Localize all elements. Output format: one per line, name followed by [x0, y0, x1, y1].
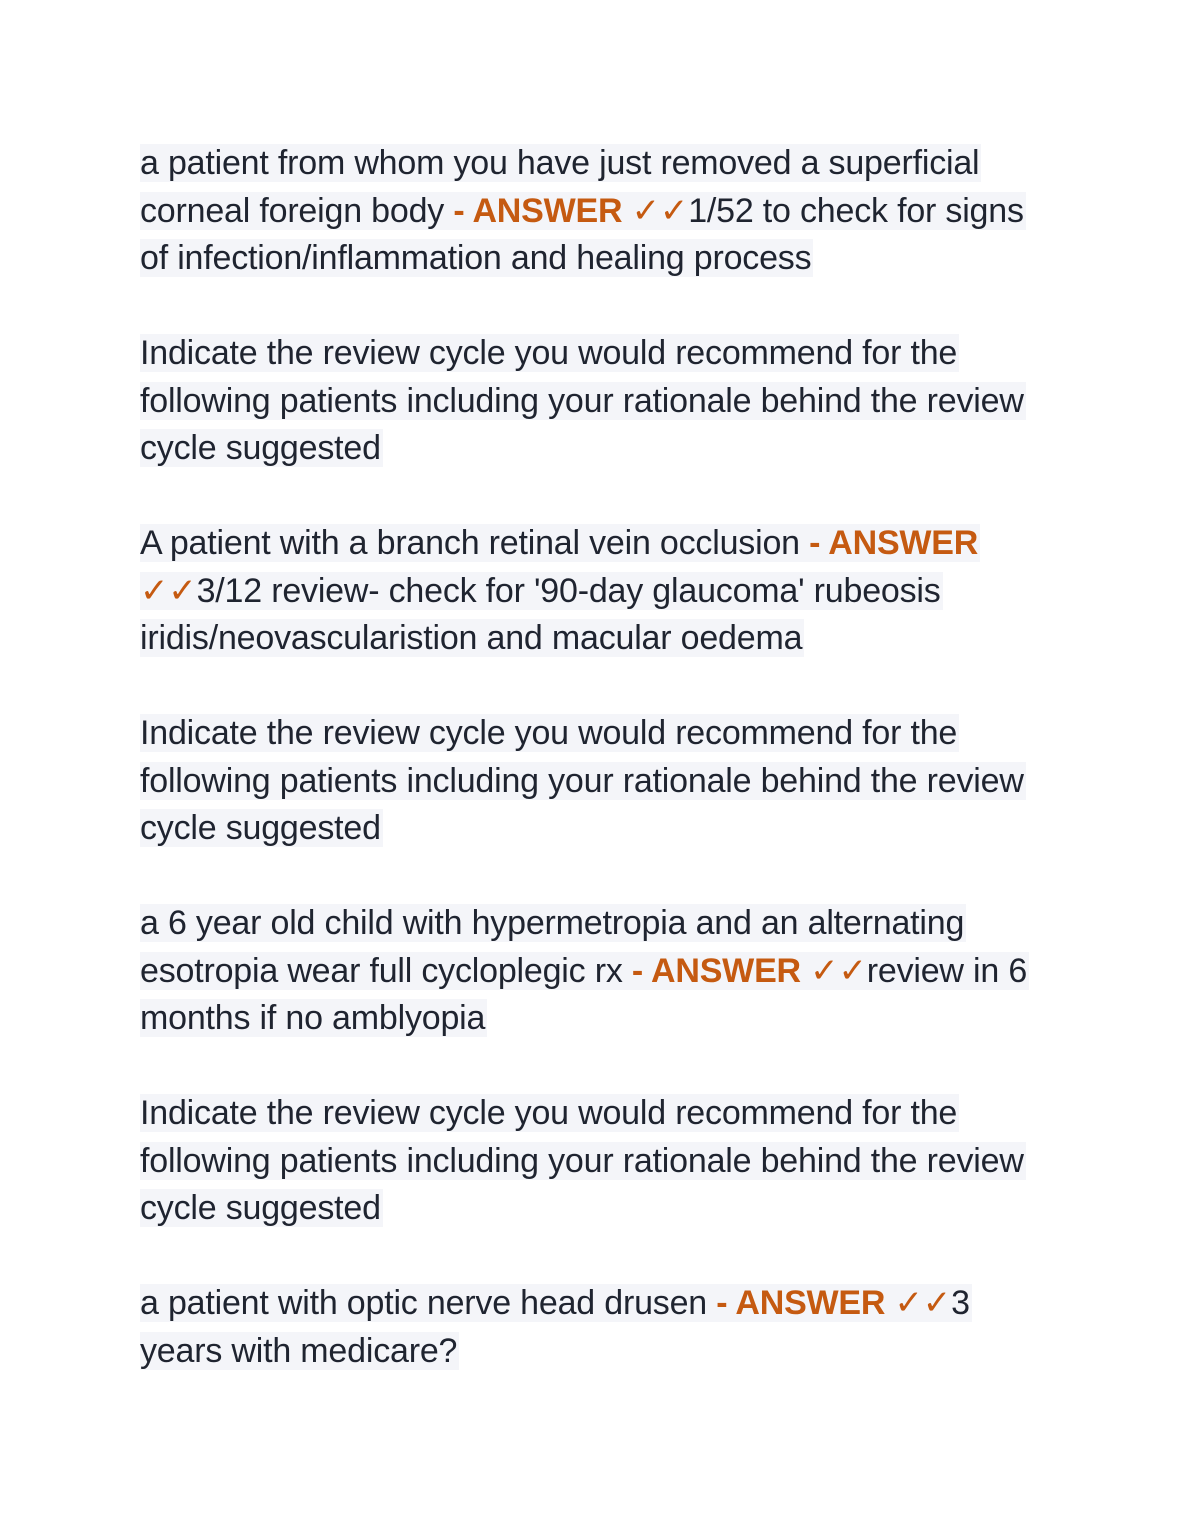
double-check-icon: ✓✓	[894, 1283, 952, 1323]
answer-text: review in 6 months if no amblyopia	[140, 951, 1028, 1037]
question-text: a patient from whom you have just removed a superficial corneal foreign body	[140, 144, 980, 230]
double-check-icon: ✓✓	[140, 570, 197, 611]
answer-marker: - ANSWER	[631, 951, 801, 990]
instruction-text: Indicate the review cycle you would recommend for the following patients including your rationale behind the review cycle suggested	[140, 1094, 1024, 1227]
instruction-block	[140, 330, 1050, 473]
question-text: A patient with a branch retinal vein occlusion	[140, 524, 800, 562]
answer-marker: - ANSWER	[453, 191, 623, 230]
qa-block	[140, 140, 1050, 283]
answer-marker: - ANSWER	[809, 524, 979, 562]
qa-block	[140, 900, 1050, 1043]
double-check-icon: ✓✓	[631, 190, 689, 231]
question-text: a patient with optic nerve head drusen	[140, 1284, 707, 1322]
answer-text: 3 years with medicare?	[140, 1284, 970, 1370]
qa-block	[140, 520, 1050, 663]
answer-marker: - ANSWER	[716, 1284, 886, 1322]
answer-text: 1/52 to check for signs of infection/inflammation and healing process	[140, 191, 1024, 277]
instruction-text: Indicate the review cycle you would recommend for the following patients including your rationale behind the review cycle suggested	[140, 334, 1024, 467]
instruction-text: Indicate the review cycle you would recommend for the following patients including your rationale behind the review cycle suggested	[140, 714, 1024, 847]
question-text: a 6 year old child with hypermetropia and an alternating esotropia wear full cycloplegic rx	[140, 904, 965, 990]
instruction-block	[140, 710, 1050, 853]
qa-block	[140, 1280, 1050, 1375]
double-check-icon: ✓✓	[810, 950, 867, 991]
instruction-block	[140, 1090, 1050, 1233]
document-page	[140, 140, 1050, 1423]
answer-text: 3/12 review- check for '90-day glaucoma' rubeosis iridis/neovascularistion and macular oedema	[140, 571, 941, 657]
